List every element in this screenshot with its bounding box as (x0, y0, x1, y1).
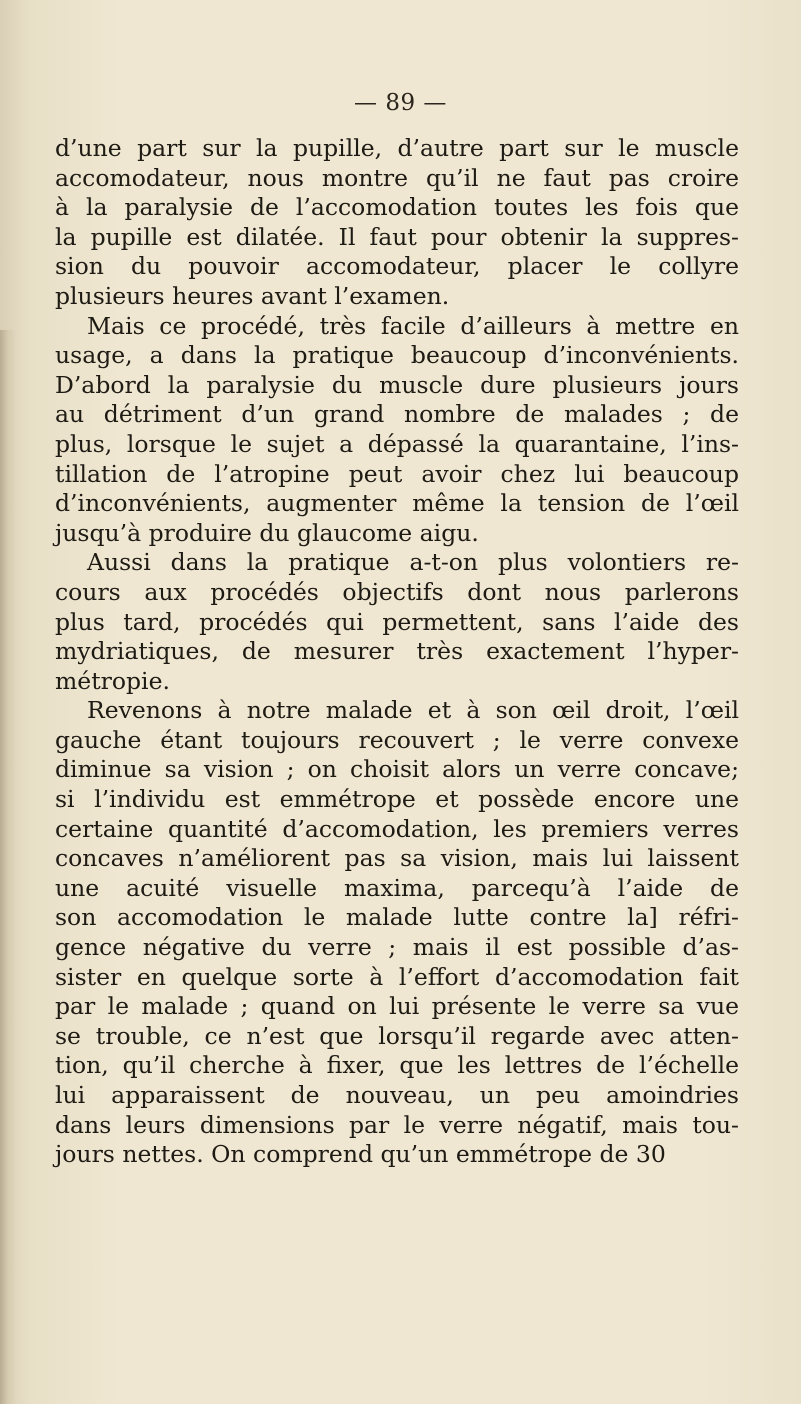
text-line: jusqu’à produire du glaucome aigu. (55, 518, 479, 547)
text-line: métropie. (55, 666, 170, 695)
text-line: d’une part sur la pupille, d’autre part sur le muscle (55, 134, 739, 162)
text-line: Revenons à notre malade et à son œil droit, l’œil (87, 696, 739, 725)
text-line: par le malade ; quand on lui présente le verre sa vue (55, 992, 739, 1021)
text-line: accomodateur, nous montre qu’il ne faut pas croire (55, 163, 739, 192)
text-line: gauche étant toujours recouvert ; le verre convexe (55, 725, 739, 754)
text-line: Aussi dans la pratique a-t-on plus volontiers re- (87, 548, 739, 577)
page-number: — 89 — (354, 90, 447, 116)
text-line: si l’individu est emmétrope et possède encore une (55, 785, 739, 814)
text-line: plus, lorsque le sujet a dépassé la quarantaine, l’ins- (55, 429, 739, 458)
text-line: lui apparaissent de nouveau, un peu amoindries (55, 1081, 739, 1109)
body-text (55, 134, 739, 1170)
text-line: dans leurs dimensions par le verre négatif, mais tou- (55, 1110, 739, 1139)
text-line: mydriatiques, de mesurer très exactement l’hyper- (55, 637, 739, 666)
text-line: concaves n’améliorent pas sa vision, mais lui laissent (55, 844, 739, 873)
text-line: usage, a dans la pratique beaucoup d’inconvénients. (55, 341, 739, 370)
text-line: cours aux procédés objectifs dont nous parlerons (55, 577, 739, 606)
text-line: diminue sa vision ; on choisit alors un verre concave; (55, 755, 739, 784)
text-line: une acuité visuelle maxima, parcequ’à l’aide de (55, 873, 739, 902)
text-line: certaine quantité d’accomodation, les premiers verres (55, 814, 739, 843)
text-line: gence négative du verre ; mais il est possible d’as- (55, 933, 739, 962)
text-line: son accomodation le malade lutte contre la] réfri- (55, 903, 739, 932)
text-line: à la paralysie de l’accomodation toutes les fois que (55, 193, 739, 222)
text-line: Mais ce procédé, très facile d’ailleurs à mettre en (87, 311, 739, 340)
text-line: la pupille est dilatée. Il faut pour obtenir la suppres- (55, 222, 739, 251)
text-line: sion du pouvoir accomodateur, placer le collyre (55, 252, 739, 281)
text-line: plus tard, procédés qui permettent, sans l’aide des (55, 607, 739, 636)
text-line: au détriment d’un grand nombre de malades ; de (55, 400, 739, 429)
text-line: D’abord la paralysie du muscle dure plusieurs jours (55, 370, 739, 399)
binding-edge-shadow (0, 330, 16, 1404)
text-line: plusieurs heures avant l’examen. (55, 281, 450, 310)
text-line: d’inconvénients, augmenter même la tension de l’œil (55, 489, 739, 518)
text-line: tion, qu’il cherche à fixer, que les lettres de l’échelle (55, 1051, 739, 1080)
text-line: jours nettes. On comprend qu’un emmétrope de 30 (55, 1140, 666, 1169)
text-line: se trouble, ce n’est que lorsqu’il regarde avec atten- (55, 1021, 739, 1050)
text-line: tillation de l’atropine peut avoir chez lui beaucoup (55, 459, 739, 488)
text-line: sister en quelque sorte à l’effort d’accomodation fait (55, 962, 739, 991)
